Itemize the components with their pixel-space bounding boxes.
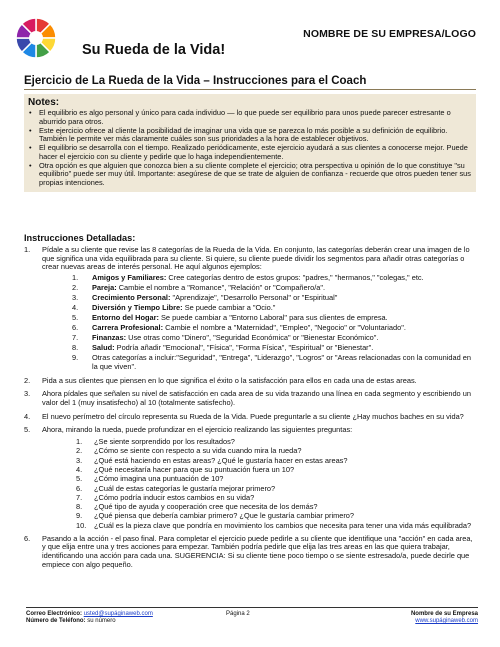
page-header xyxy=(0,0,500,70)
step-number: 2. xyxy=(24,375,31,385)
question-text: ¿Qué tipo de ayuda y cooperación cree que necesita de los demás? xyxy=(94,502,318,512)
category-text: Otras categorías a incluir:"Seguridad", "Entrega", "Liderazgo", "Logros" or "Areas relacionadas con la comunidad en la que viven". xyxy=(92,352,471,371)
question-number: 7. xyxy=(76,492,83,502)
detailed-instructions-title: Instrucciones Detalladas: xyxy=(24,233,136,243)
category-text: Se puede cambiar a "Entorno Laboral" para sus clientes de empresa. xyxy=(158,313,388,323)
question-number: 1. xyxy=(76,437,83,447)
category-text: Podría añadir "Emocional", "Física", "Forma Física", "Espiritual" or "Bienestar". xyxy=(114,343,374,352)
wheel-of-life-logo-icon xyxy=(14,16,58,60)
step-5 xyxy=(22,426,478,529)
question-item xyxy=(76,465,478,474)
question-number: 10. xyxy=(76,520,87,530)
category-text: Cree categorías dentro de estos grupos: "padres," "hermanos," "colegas," etc. xyxy=(166,273,424,283)
category-name: Finanzas: xyxy=(92,333,127,343)
note-item: • El equilibrio es algo personal y único para cada individuo — lo que puede ser equilibrio para unos puede parecer estresante o aburrido para otros. xyxy=(28,109,472,126)
category-name: Crecimiento Personal: xyxy=(92,293,171,303)
category-number: 5. xyxy=(72,313,79,323)
category-item xyxy=(72,334,478,343)
step-text: Pasando a la acción - el paso final. Para completar el ejercicio puede pedirle a su cliente que identifique una "acción" en cada area, y que elija entre una y tres acciones para empezar. También podría pedirle que elija las tres areas en las que quiera trabajar, identificando una acción para cada una. SUGERENCIA: Si su cliente tiene poco tiempo o se siente estresado/a, puede decirle que empiece con algo pequeño. xyxy=(42,533,473,569)
step-text: Ahora, mirando la rueda, puede profundizar en el ejercicio realizando las siguientes preguntas: xyxy=(42,425,353,435)
question-item xyxy=(76,474,478,483)
category-text: Cambie el nombre a "Maternidad", "Empleo", "Negocio" or "Voluntariado". xyxy=(163,323,406,333)
question-item xyxy=(76,484,478,493)
category-number: 9. xyxy=(72,352,79,362)
category-name: Carrera Profesional: xyxy=(92,323,164,333)
category-name: Salud: xyxy=(92,343,115,352)
email-label: Correo Electrónico: xyxy=(26,611,83,617)
step-number: 4. xyxy=(24,411,31,421)
page-number: Página 2 xyxy=(226,611,250,617)
question-text: ¿Cuál es la pieza clave que pondría en movimiento los cambios que necesita para tener una vida más equilibrada? xyxy=(94,520,472,530)
note-item: • El equilibrio se desarrolla con el tiempo. Realizado periódicamente, este ejercicio ayudará a sus clientes a conocerse mejor. Puede hacer el ejercicio con su cliente y pedirle que lo haga independientemente. xyxy=(28,144,472,161)
question-number: 3. xyxy=(76,455,83,465)
website-link[interactable]: www.supáginaweb.com xyxy=(415,618,478,625)
category-item xyxy=(72,274,478,283)
question-item xyxy=(76,502,478,511)
notes-title: Notes: xyxy=(28,97,60,108)
email-link[interactable]: usted@supáginaweb.com xyxy=(83,611,153,617)
footer-contact xyxy=(26,611,153,625)
phone-value: su número xyxy=(87,618,116,625)
category-number: 6. xyxy=(72,323,79,333)
question-number: 6. xyxy=(76,483,83,493)
category-text: Use otras como "Dinero", "Seguridad Económica" or "Bienestar Económico". xyxy=(126,333,379,343)
question-number: 9. xyxy=(76,511,83,521)
step-text: Pídale a su cliente que revise las 8 categorías de la Rueda de la Vida. En conjunto, las categorías deberán crear una imagen de lo que significa una vida equilibrada para su cliente. Si quiere, su cliente puede dividir los segmentos para añadir otras categorías o crear nuevas areas de interés personal. He aquí algunos ejemplos: xyxy=(42,245,470,272)
section-title: Ejercicio de La Rueda de la Vida – Instrucciones para el Coach xyxy=(24,75,476,90)
category-number: 4. xyxy=(72,303,79,313)
category-text: "Aprendizaje", "Desarrollo Personal" or "Espiritual" xyxy=(170,293,338,303)
category-name: Entorno del Hogar: xyxy=(92,313,159,323)
category-list xyxy=(42,274,478,371)
question-text: ¿Cómo podría inducir estos cambios en su vida? xyxy=(94,492,255,502)
question-list xyxy=(42,437,478,530)
category-text: Se puede cambiar a "Ocio." xyxy=(182,303,276,313)
question-text: ¿Qué está haciendo en estas areas? ¿Qué le gustaría hacer en estas areas? xyxy=(94,455,348,465)
category-number: 2. xyxy=(72,283,79,293)
question-text: ¿Cuál de estas categorías le gustaría mejorar primero? xyxy=(94,483,276,493)
step-2 xyxy=(22,377,478,386)
category-item xyxy=(72,304,478,313)
category-item xyxy=(72,354,478,372)
category-number: 3. xyxy=(72,293,79,303)
question-text: ¿Qué necesitaría hacer para que su puntuación fuera un 10? xyxy=(94,464,295,474)
step-6 xyxy=(22,535,478,570)
step-1 xyxy=(22,246,478,372)
page-title: Su Rueda de la Vida! xyxy=(82,42,226,58)
step-number: 3. xyxy=(24,389,31,399)
company-logo-placeholder: NOMBRE DE SU EMPRESA/LOGO xyxy=(303,28,476,40)
step-4 xyxy=(22,413,478,422)
step-text: Ahora pídales que señalen su nivel de satisfacción en cada area de su vida trazando una línea en cada segmento y escribiendo un valor del 1 (muy insatisfecho) al 10 (totalmente satisfecho). xyxy=(42,389,471,407)
category-name: Amigos y Familiares: xyxy=(92,273,167,283)
instruction-steps xyxy=(22,246,478,575)
footer-company-name: Nombre de su Empresa xyxy=(410,611,478,617)
question-text: ¿Cómo imagina una puntuación de 10? xyxy=(94,474,224,484)
category-name: Diversión y Tiempo Libre: xyxy=(92,303,183,313)
note-item: • Otra opción es que alguien que conozca bien a su cliente complete el ejercicio; otra perspectiva u opinión de lo que constituye "su equilibrio" puede ser muy útil. Importante: asegúrese de que se trate de alguien de confianza - recuerde que otros pueden tener sus propias intenciones. xyxy=(28,162,472,188)
category-item xyxy=(72,294,478,303)
category-text: Cambie el nombre a "Romance", "Relación" or "Compañero/a". xyxy=(116,283,326,293)
question-item xyxy=(76,456,478,465)
question-text: ¿Qué piensa que debería cambiar primero? ¿Que le gustaría cambiar primero? xyxy=(94,511,355,521)
question-item xyxy=(76,511,478,520)
step-number: 5. xyxy=(24,425,31,435)
question-text: ¿Cómo se siente con respecto a su vida cuando mira la rueda? xyxy=(94,446,302,456)
page-footer xyxy=(26,607,478,625)
question-text: ¿Se siente sorprendido por los resultados? xyxy=(94,437,235,447)
question-item xyxy=(76,521,478,530)
step-number: 1. xyxy=(24,245,31,254)
question-number: 5. xyxy=(76,474,83,484)
category-number: 1. xyxy=(72,273,79,283)
question-number: 4. xyxy=(76,464,83,474)
footer-company xyxy=(411,611,478,625)
step-text: Pida a sus clientes que piensen en lo que significa el éxito o la satisfacción para ellos en cada una de estas areas. xyxy=(42,375,417,385)
category-item xyxy=(72,324,478,333)
category-item xyxy=(72,344,478,353)
question-item xyxy=(76,493,478,502)
category-number: 7. xyxy=(72,333,79,343)
step-3 xyxy=(22,390,478,407)
category-item xyxy=(72,284,478,293)
note-item: • Este ejercicio ofrece al cliente la posibilidad de imaginar una vida que se parezca lo más posible a su definición de equilibrio. También le permite ver más claramente cuáles son sus prioridades a la hora de establecer objetivos. xyxy=(28,127,472,144)
question-item xyxy=(76,437,478,446)
category-number: 8. xyxy=(72,343,79,352)
question-number: 2. xyxy=(76,446,83,456)
notes-list xyxy=(28,109,472,188)
category-name: Pareja: xyxy=(92,283,117,293)
notes-box xyxy=(24,94,476,192)
category-item xyxy=(72,314,478,323)
question-number: 8. xyxy=(76,502,83,512)
step-text: El nuevo perímetro del círculo representa su Rueda de la Vida. Puede preguntarle a su cliente ¿Hay muchos baches en su vida? xyxy=(42,411,464,421)
step-number: 6. xyxy=(24,533,31,543)
phone-label: Número de Teléfono: xyxy=(26,618,86,625)
question-item xyxy=(76,446,478,455)
